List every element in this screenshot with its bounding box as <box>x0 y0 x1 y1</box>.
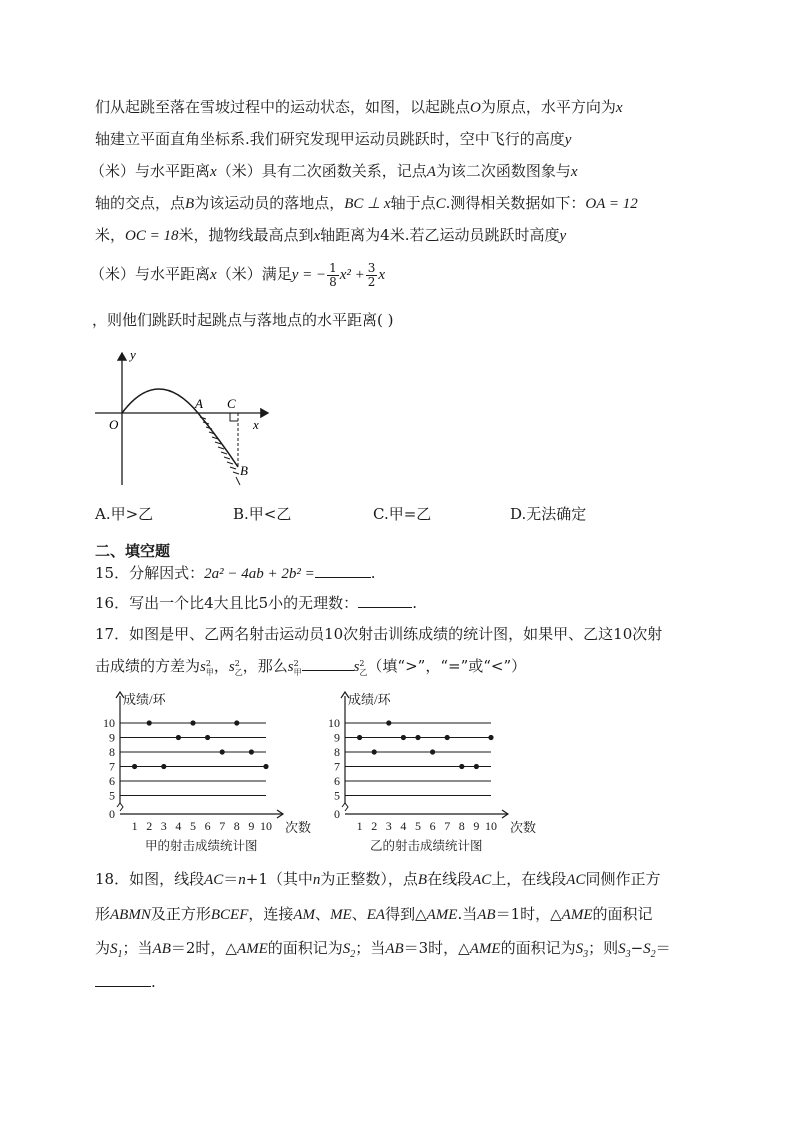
x-tick-label: 1 <box>356 819 363 833</box>
slope-hatching <box>200 417 240 485</box>
y-tick-label: 6 <box>334 774 340 788</box>
var: x <box>615 100 623 116</box>
data-point <box>488 735 493 740</box>
text: 为该运动员的落地点， <box>194 194 345 212</box>
y-tick-label: 9 <box>109 730 115 745</box>
x-tick-label: 10 <box>260 819 272 833</box>
axis-break <box>342 803 348 811</box>
math: OA = 12 <box>585 196 638 212</box>
text: 为正整数），点 <box>320 870 418 888</box>
var: S <box>643 941 651 957</box>
q17-line-1: 17．如图是甲、乙两名射击运动员10次射击训练成绩的统计图，如果甲、乙这10次射 <box>95 625 663 643</box>
x-tick-label: 8 <box>233 819 240 833</box>
label-b: B <box>240 463 248 478</box>
option-a[interactable]: A.甲>乙 <box>95 505 154 523</box>
text: 击成绩的方差为 <box>95 657 201 675</box>
q15 <box>95 563 376 584</box>
y-tick-label: 9 <box>334 730 340 745</box>
text: .当 <box>457 905 478 923</box>
var: AME <box>561 907 593 923</box>
var: x <box>210 164 217 180</box>
answer-blank[interactable] <box>315 563 371 578</box>
data-point <box>190 720 195 725</box>
option-d[interactable]: D.无法确定 <box>510 505 587 523</box>
option-b[interactable]: B.甲<乙 <box>233 505 292 523</box>
var: AC <box>472 872 492 888</box>
data-point <box>430 749 435 754</box>
text: 为 <box>95 939 111 957</box>
text: ，连接 <box>248 905 294 923</box>
var: x <box>210 267 217 283</box>
q14-line-7: ，则他们跳跃时起跳点与落地点的水平距离( ) <box>92 311 394 329</box>
var: B <box>417 872 428 888</box>
subscript: 乙 <box>234 668 243 677</box>
var: y <box>559 228 567 244</box>
x-tick-label: 4 <box>400 819 407 833</box>
data-point <box>147 720 152 725</box>
text: 上，在线段 <box>491 870 567 888</box>
x-tick-label: 9 <box>473 819 480 833</box>
y-tick-label: 5 <box>334 788 340 803</box>
denominator: 2 <box>367 274 376 289</box>
text: 米，抛物线最高点到 <box>178 226 314 244</box>
var: AC <box>204 872 224 888</box>
text: 、 <box>351 905 367 923</box>
numerator: 3 <box>367 260 376 275</box>
var: y <box>564 132 572 148</box>
denominator: 8 <box>329 274 337 289</box>
answer-blank[interactable] <box>358 593 412 608</box>
text: . <box>412 594 417 612</box>
math: x² + <box>339 267 365 283</box>
data-point <box>401 735 406 740</box>
subscript: 乙 <box>359 668 368 677</box>
label-o: O <box>109 417 119 432</box>
var: ABMN <box>110 907 151 923</box>
chart-title: 乙的射击成绩统计图 <box>370 839 483 853</box>
y-axis-label: 成绩/环 <box>123 692 166 707</box>
text: ；当 <box>355 939 386 957</box>
right-angle-mark <box>230 413 238 421</box>
text: ＝2时，△ <box>170 939 237 957</box>
var: AC <box>566 872 586 888</box>
data-point <box>176 735 181 740</box>
chart-jia <box>95 690 312 855</box>
data-point <box>357 735 362 740</box>
var: n <box>238 872 246 888</box>
x-tick-label: 3 <box>385 819 392 833</box>
q18-line-4 <box>95 972 156 992</box>
y-tick-label: 8 <box>334 745 340 759</box>
y-tick-label: 8 <box>109 745 115 759</box>
data-point <box>474 764 479 769</box>
text: 们从起跳至落在雪坡过程中的运动状态，如图，以起跳点 <box>95 98 471 116</box>
data-point <box>386 720 391 725</box>
var: AM <box>293 907 316 923</box>
var: AME <box>426 907 458 923</box>
var: s <box>200 659 206 675</box>
label-x: x <box>253 417 259 432</box>
x-tick-label: 7 <box>219 819 226 833</box>
x-tick-label: 6 <box>204 819 211 833</box>
text: 轴建立平面直角坐标系.我们研究发现甲运动员跳跃时，空中飞行的高度 <box>95 130 565 148</box>
answer-blank[interactable] <box>302 656 354 671</box>
data-point <box>263 764 268 769</box>
subscript: 3 <box>583 949 589 960</box>
text: ， <box>213 657 229 675</box>
subscript: 甲 <box>293 668 302 677</box>
text: 米， <box>95 226 126 244</box>
text: 为原点，水平方向为 <box>480 98 616 116</box>
parabola <box>122 389 238 467</box>
text: 轴于点 <box>390 194 436 212</box>
x-tick-label: 3 <box>160 819 167 833</box>
text: ，那么 <box>242 657 288 675</box>
text: （填“>”，“=”或“<”） <box>367 657 527 675</box>
x-tick-label: 5 <box>190 819 196 833</box>
var: BCEF <box>210 907 249 923</box>
var: AME <box>469 941 501 957</box>
q16 <box>95 593 417 613</box>
var: s <box>287 659 294 675</box>
text: 得到△ <box>385 905 427 923</box>
q17-line-2: 击成绩的方差为s 2 甲 ，s 2 乙 ，那么s 2 甲 s 2 乙 （填“>”，“=”或“<”） <box>95 657 527 677</box>
numerator: 1 <box>329 260 337 275</box>
label-a: A <box>195 396 203 411</box>
y-tick-label: 7 <box>109 759 115 774</box>
x-tick-label: 1 <box>131 819 138 833</box>
var: A <box>426 164 436 180</box>
answer-blank[interactable] <box>95 972 151 987</box>
y-tick-label: 0 <box>334 807 340 821</box>
var: S <box>110 941 118 957</box>
data-point <box>415 735 420 740</box>
var: B <box>185 196 195 212</box>
q14-line-6 <box>90 258 385 290</box>
q14-line-3 <box>90 161 578 182</box>
text: 16．写出一个比4大且比5小的无理数： <box>95 594 359 612</box>
q14-line-4 <box>95 193 638 214</box>
x-tick-label: 2 <box>371 819 378 833</box>
text: 15．分解因式： <box>95 564 205 582</box>
y-tick-label: 6 <box>109 774 115 788</box>
text: 轴的交点，点 <box>95 194 186 212</box>
math: y = − <box>291 267 327 283</box>
text: 形 <box>95 905 111 923</box>
chart-title: 甲的射击成绩统计图 <box>145 839 258 853</box>
subscript: 2 <box>650 949 656 960</box>
var: s <box>228 659 235 675</box>
x-axis-label: 次数 <box>285 820 312 835</box>
x-tick-label: 4 <box>175 819 182 833</box>
math: 2a² − 4ab + 2b² = <box>204 566 315 582</box>
var: s <box>353 659 360 675</box>
text: .测得相关数据如下： <box>445 194 586 212</box>
q18-line-3 <box>95 938 671 965</box>
text: 18．如图，线段 <box>95 870 205 888</box>
var: S <box>575 941 584 957</box>
text: 的面积记 <box>592 905 653 923</box>
y-tick-label: 7 <box>334 759 340 774</box>
x-tick-label: 2 <box>146 819 153 833</box>
text: ；当 <box>122 939 153 957</box>
text: . <box>370 564 376 582</box>
q14-line-5 <box>95 225 566 246</box>
text: 轴距离为4米.若乙运动员跳跃时高度 <box>320 226 560 244</box>
var: AB <box>477 907 496 923</box>
var: x <box>313 228 321 244</box>
x-tick-label: 5 <box>415 819 421 833</box>
text: （米）具有二次函数关系，记点 <box>216 162 427 180</box>
x-tick-label: 7 <box>444 819 451 833</box>
var: EA <box>366 907 386 923</box>
data-point <box>161 764 166 769</box>
fraction-3-2 <box>366 262 378 289</box>
q14-line-2 <box>95 129 571 150</box>
text: ＝1时，△ <box>495 905 562 923</box>
data-point <box>132 764 137 769</box>
math: OC = 18 <box>125 228 179 244</box>
var: AB <box>385 941 404 957</box>
var: O <box>470 100 481 116</box>
text: 为该二次函数图象与 <box>435 162 571 180</box>
text: 的面积记为 <box>500 939 576 957</box>
var: AME <box>236 941 268 957</box>
x-tick-label: 10 <box>485 819 497 833</box>
label-c: C <box>227 396 236 411</box>
label-y: y <box>130 347 136 362</box>
text: 及正方形 <box>150 905 211 923</box>
chart-yi <box>320 690 540 855</box>
q18-line-2 <box>95 904 653 925</box>
text: （米）满足 <box>216 265 292 283</box>
var: AB <box>152 941 171 957</box>
math: BC ⊥ x <box>344 196 391 212</box>
subscript: 2 <box>350 949 356 960</box>
data-point <box>372 749 377 754</box>
var: C <box>435 196 446 212</box>
y-tick-label: 10 <box>328 716 340 730</box>
text: ＝ <box>655 939 671 957</box>
y-tick-label: 5 <box>109 788 115 803</box>
data-point <box>445 735 450 740</box>
x-tick-label: 8 <box>458 819 465 833</box>
data-point <box>220 749 225 754</box>
text: +1（其中 <box>245 870 313 888</box>
y-axis-label: 成绩/环 <box>348 692 391 707</box>
text: 同侧作正方 <box>585 870 661 888</box>
text: （米）与水平距离 <box>90 162 211 180</box>
var: x <box>378 267 386 283</box>
text: ＝3时，△ <box>403 939 470 957</box>
q18-line-1 <box>95 869 660 890</box>
var: ME <box>330 907 352 923</box>
y-tick-label: 0 <box>109 807 115 821</box>
text: 的面积记为 <box>267 939 343 957</box>
y-tick-label: 10 <box>103 716 115 730</box>
var: S <box>618 941 626 957</box>
data-point <box>234 720 239 725</box>
subscript: 1 <box>117 949 123 960</box>
q14-figure <box>90 345 280 495</box>
text: ；则 <box>588 939 619 957</box>
text: （米）与水平距离 <box>90 265 211 283</box>
fraction-1-8 <box>327 262 339 289</box>
subscript: 甲 <box>205 668 214 677</box>
x-axis-label: 次数 <box>510 820 537 835</box>
option-c[interactable]: C.甲=乙 <box>373 505 432 523</box>
text: − <box>630 939 644 957</box>
axis-break <box>117 803 123 811</box>
text: ＝ <box>223 870 239 888</box>
data-point <box>205 735 210 740</box>
text: 、 <box>315 905 331 923</box>
data-point <box>459 764 464 769</box>
x-tick-label: 6 <box>429 819 436 833</box>
q14-line-1 <box>95 97 623 118</box>
text: . <box>151 973 156 991</box>
data-point <box>249 749 254 754</box>
var: S <box>342 941 351 957</box>
subscript: 3 <box>625 949 631 960</box>
x-tick-label: 9 <box>248 819 255 833</box>
var: n <box>312 872 321 888</box>
var: x <box>570 164 578 180</box>
section-title: 二、填空题 <box>95 542 171 560</box>
text: 在线段 <box>427 870 473 888</box>
